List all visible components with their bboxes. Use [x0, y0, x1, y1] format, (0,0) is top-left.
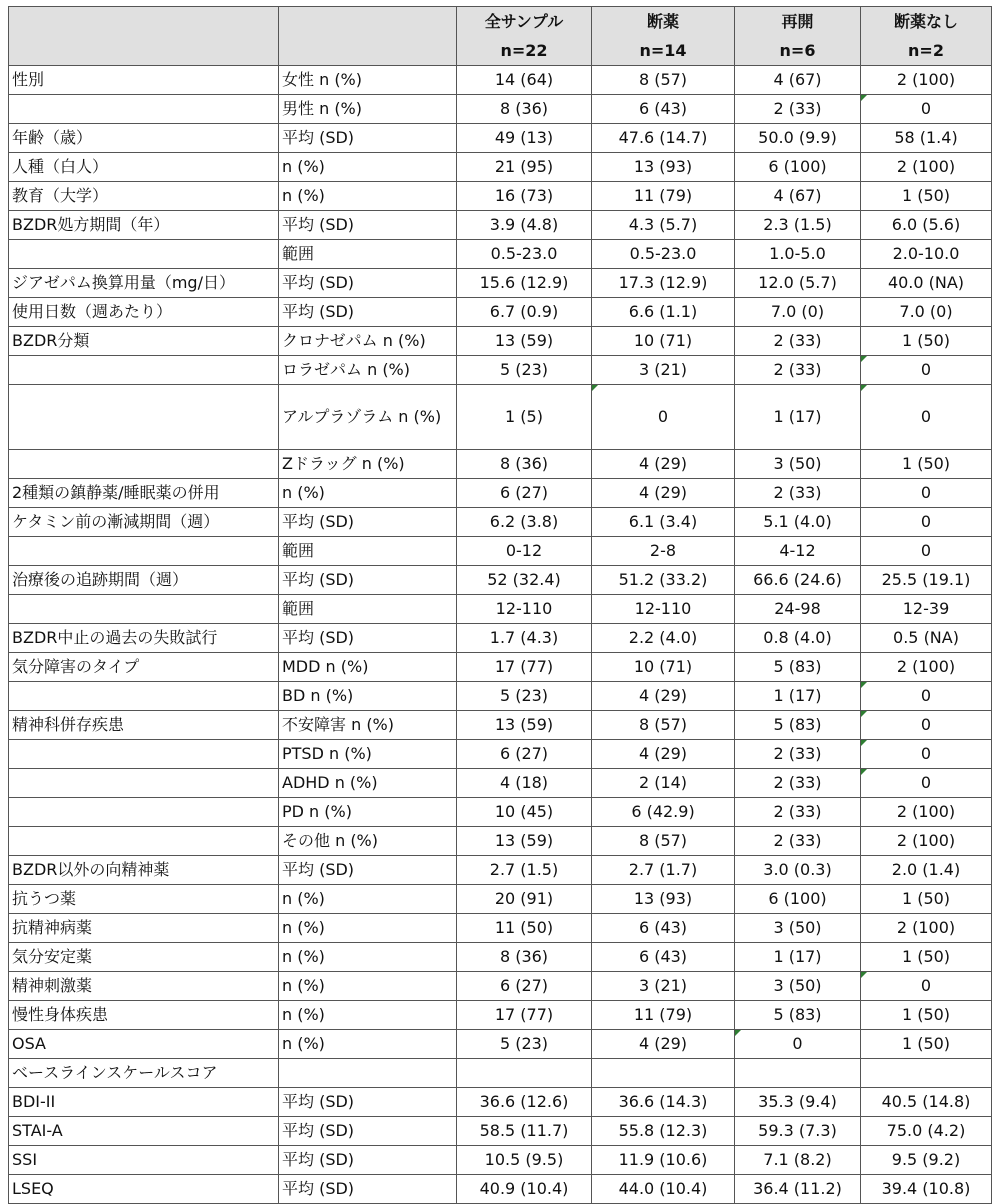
cell-resume: 3 (50) — [735, 914, 861, 943]
header-no-discontinuation-n: n=2 — [908, 41, 944, 60]
cell-none: 25.5 (19.1) — [861, 566, 992, 595]
cell-discont — [592, 1059, 735, 1088]
cell-discont: 6 (43) — [592, 943, 735, 972]
cell-discont: 2.2 (4.0) — [592, 624, 735, 653]
cell-all: 4 (18) — [457, 769, 592, 798]
table-row — [9, 153, 992, 182]
cell-all: 17 (77) — [457, 1001, 592, 1030]
row-label: ベースラインスケールスコア — [9, 1059, 279, 1088]
table-row — [9, 1030, 992, 1059]
cell-resume: 7.1 (8.2) — [735, 1146, 861, 1175]
stat-label: 平均 (SD) — [279, 856, 457, 885]
baseline-characteristics-table — [8, 6, 992, 1204]
header-resumed — [735, 7, 861, 66]
cell-resume: 0.8 (4.0) — [735, 624, 861, 653]
cell-resume — [735, 1059, 861, 1088]
stat-label: 不安障害 n (%) — [279, 711, 457, 740]
cell-discont: 0 — [592, 385, 735, 450]
row-label — [9, 240, 279, 269]
cell-resume: 4 (67) — [735, 66, 861, 95]
cell-all: 1.7 (4.3) — [457, 624, 592, 653]
cell-resume: 1 (17) — [735, 943, 861, 972]
cell-all: 6.2 (3.8) — [457, 508, 592, 537]
cell-discont: 6.6 (1.1) — [592, 298, 735, 327]
cell-none: 0 — [861, 769, 992, 798]
cell-resume: 3 (50) — [735, 972, 861, 1001]
stat-label: 平均 (SD) — [279, 1088, 457, 1117]
cell-all: 5 (23) — [457, 682, 592, 711]
cell-none: 0 — [861, 508, 992, 537]
cell-resume: 5.1 (4.0) — [735, 508, 861, 537]
stat-label — [279, 1059, 457, 1088]
header-discontinued-n: n=14 — [639, 41, 687, 60]
stat-label: アルプラゾラム n (%) — [279, 385, 457, 450]
cell-none: 40.5 (14.8) — [861, 1088, 992, 1117]
row-label — [9, 450, 279, 479]
cell-all: 6.7 (0.9) — [457, 298, 592, 327]
cell-resume: 0 — [735, 1030, 861, 1059]
stat-label: MDD n (%) — [279, 653, 457, 682]
cell-none: 1 (50) — [861, 327, 992, 356]
row-label — [9, 682, 279, 711]
cell-resume: 6 (100) — [735, 885, 861, 914]
stat-label: n (%) — [279, 182, 457, 211]
stat-label: その他 n (%) — [279, 827, 457, 856]
cell-discont: 2-8 — [592, 537, 735, 566]
row-label: 慢性身体疾患 — [9, 1001, 279, 1030]
cell-resume: 1 (17) — [735, 682, 861, 711]
cell-discont: 11 (79) — [592, 1001, 735, 1030]
cell-none: 2 (100) — [861, 153, 992, 182]
cell-discont: 8 (57) — [592, 711, 735, 740]
table-row — [9, 66, 992, 95]
cell-resume: 3.0 (0.3) — [735, 856, 861, 885]
cell-resume: 66.6 (24.6) — [735, 566, 861, 595]
cell-resume: 5 (83) — [735, 711, 861, 740]
table-row — [9, 450, 992, 479]
cell-none: 0.5 (NA) — [861, 624, 992, 653]
row-label — [9, 385, 279, 450]
stat-label: n (%) — [279, 479, 457, 508]
cell-none: 2 (100) — [861, 653, 992, 682]
table-row — [9, 385, 992, 450]
row-label: 治療後の追跡期間（週） — [9, 566, 279, 595]
row-label: BZDR処方期間（年） — [9, 211, 279, 240]
cell-none: 1 (50) — [861, 1001, 992, 1030]
cell-all: 13 (59) — [457, 327, 592, 356]
table-row — [9, 624, 992, 653]
cell-all: 52 (32.4) — [457, 566, 592, 595]
cell-none: 0 — [861, 537, 992, 566]
cell-resume: 2 (33) — [735, 479, 861, 508]
row-label: BZDR分類 — [9, 327, 279, 356]
cell-none: 1 (50) — [861, 885, 992, 914]
table-row — [9, 798, 992, 827]
cell-all: 13 (59) — [457, 711, 592, 740]
cell-discont: 2 (14) — [592, 769, 735, 798]
row-label: LSEQ — [9, 1175, 279, 1204]
table-row — [9, 914, 992, 943]
stat-label: n (%) — [279, 153, 457, 182]
row-label: 精神刺激薬 — [9, 972, 279, 1001]
cell-none: 0 — [861, 95, 992, 124]
cell-all: 16 (73) — [457, 182, 592, 211]
cell-discont: 6 (43) — [592, 95, 735, 124]
cell-none: 75.0 (4.2) — [861, 1117, 992, 1146]
cell-none: 2.0-10.0 — [861, 240, 992, 269]
row-label: OSA — [9, 1030, 279, 1059]
table-row — [9, 769, 992, 798]
table-row — [9, 653, 992, 682]
cell-resume: 5 (83) — [735, 653, 861, 682]
table-row — [9, 1088, 992, 1117]
row-label — [9, 827, 279, 856]
cell-all — [457, 1059, 592, 1088]
row-label: BZDR中止の過去の失敗試行 — [9, 624, 279, 653]
header-discontinued — [592, 7, 735, 66]
stat-label: 範囲 — [279, 537, 457, 566]
stat-label: BD n (%) — [279, 682, 457, 711]
stat-label: n (%) — [279, 885, 457, 914]
row-label — [9, 798, 279, 827]
cell-none: 2.0 (1.4) — [861, 856, 992, 885]
table-row — [9, 943, 992, 972]
table-row — [9, 269, 992, 298]
stat-label: 範囲 — [279, 595, 457, 624]
header-all-sample-n: n=22 — [500, 41, 548, 60]
cell-resume: 12.0 (5.7) — [735, 269, 861, 298]
cell-none: 0 — [861, 479, 992, 508]
cell-all: 40.9 (10.4) — [457, 1175, 592, 1204]
cell-all: 49 (13) — [457, 124, 592, 153]
table-row — [9, 211, 992, 240]
table-container — [8, 6, 992, 1204]
cell-resume: 2 (33) — [735, 827, 861, 856]
cell-discont: 12-110 — [592, 595, 735, 624]
table-row — [9, 856, 992, 885]
table-row — [9, 711, 992, 740]
cell-discont: 36.6 (14.3) — [592, 1088, 735, 1117]
stat-label: Zドラッグ n (%) — [279, 450, 457, 479]
row-label: 2種類の鎮静薬/睡眠薬の併用 — [9, 479, 279, 508]
cell-discont: 13 (93) — [592, 153, 735, 182]
cell-all: 8 (36) — [457, 95, 592, 124]
cell-resume: 2 (33) — [735, 769, 861, 798]
cell-all: 11 (50) — [457, 914, 592, 943]
stat-label: 女性 n (%) — [279, 66, 457, 95]
table-row — [9, 356, 992, 385]
cell-none: 2 (100) — [861, 914, 992, 943]
cell-all: 36.6 (12.6) — [457, 1088, 592, 1117]
cell-resume: 59.3 (7.3) — [735, 1117, 861, 1146]
cell-all: 6 (27) — [457, 972, 592, 1001]
cell-resume: 2.3 (1.5) — [735, 211, 861, 240]
row-label: 精神科併存疾患 — [9, 711, 279, 740]
cell-all: 58.5 (11.7) — [457, 1117, 592, 1146]
table-row — [9, 682, 992, 711]
row-label: 人種（白人） — [9, 153, 279, 182]
cell-none: 0 — [861, 682, 992, 711]
cell-none: 0 — [861, 356, 992, 385]
cell-none: 7.0 (0) — [861, 298, 992, 327]
stat-label: 平均 (SD) — [279, 508, 457, 537]
row-label — [9, 740, 279, 769]
row-label: ケタミン前の漸減期間（週） — [9, 508, 279, 537]
cell-resume: 36.4 (11.2) — [735, 1175, 861, 1204]
cell-none: 0 — [861, 972, 992, 1001]
row-label: 使用日数（週あたり） — [9, 298, 279, 327]
cell-all: 0.5-23.0 — [457, 240, 592, 269]
table-row — [9, 1117, 992, 1146]
table-row — [9, 740, 992, 769]
cell-none: 0 — [861, 711, 992, 740]
table-row — [9, 827, 992, 856]
table-body — [9, 66, 992, 1204]
cell-none: 58 (1.4) — [861, 124, 992, 153]
cell-discont: 47.6 (14.7) — [592, 124, 735, 153]
header-no-discontinuation-title: 断薬なし — [893, 12, 958, 31]
table-row — [9, 1146, 992, 1175]
cell-none: 6.0 (5.6) — [861, 211, 992, 240]
cell-discont: 6 (43) — [592, 914, 735, 943]
stat-label: PD n (%) — [279, 798, 457, 827]
row-label: 気分障害のタイプ — [9, 653, 279, 682]
cell-resume: 2 (33) — [735, 327, 861, 356]
stat-label: 平均 (SD) — [279, 269, 457, 298]
table-row — [9, 537, 992, 566]
stat-label: n (%) — [279, 972, 457, 1001]
cell-none: 0 — [861, 385, 992, 450]
cell-all: 10.5 (9.5) — [457, 1146, 592, 1175]
cell-resume: 4-12 — [735, 537, 861, 566]
table-row — [9, 95, 992, 124]
cell-all: 20 (91) — [457, 885, 592, 914]
cell-none: 2 (100) — [861, 827, 992, 856]
row-label: 抗うつ薬 — [9, 885, 279, 914]
cell-discont: 10 (71) — [592, 327, 735, 356]
cell-resume: 2 (33) — [735, 798, 861, 827]
cell-resume: 1 (17) — [735, 385, 861, 450]
stat-label: 平均 (SD) — [279, 624, 457, 653]
cell-resume: 24-98 — [735, 595, 861, 624]
cell-discont: 3 (21) — [592, 356, 735, 385]
stat-label: n (%) — [279, 1030, 457, 1059]
stat-label: 平均 (SD) — [279, 566, 457, 595]
header-blank-stat — [279, 7, 457, 66]
row-label — [9, 95, 279, 124]
cell-none: 1 (50) — [861, 450, 992, 479]
cell-resume: 6 (100) — [735, 153, 861, 182]
cell-discont: 11.9 (10.6) — [592, 1146, 735, 1175]
row-label — [9, 356, 279, 385]
table-row — [9, 566, 992, 595]
cell-all: 12-110 — [457, 595, 592, 624]
stat-label: 平均 (SD) — [279, 211, 457, 240]
cell-none: 12-39 — [861, 595, 992, 624]
cell-resume: 35.3 (9.4) — [735, 1088, 861, 1117]
cell-resume: 2 (33) — [735, 95, 861, 124]
cell-none: 1 (50) — [861, 943, 992, 972]
row-label — [9, 769, 279, 798]
cell-discont: 3 (21) — [592, 972, 735, 1001]
cell-discont: 4 (29) — [592, 1030, 735, 1059]
table-row — [9, 972, 992, 1001]
header-resumed-title: 再開 — [781, 12, 814, 31]
stat-label: 平均 (SD) — [279, 1175, 457, 1204]
cell-discont: 44.0 (10.4) — [592, 1175, 735, 1204]
stat-label: 平均 (SD) — [279, 124, 457, 153]
cell-discont: 4 (29) — [592, 682, 735, 711]
row-label: SSI — [9, 1146, 279, 1175]
cell-resume: 4 (67) — [735, 182, 861, 211]
cell-all: 17 (77) — [457, 653, 592, 682]
stat-label: n (%) — [279, 914, 457, 943]
cell-resume: 1.0-5.0 — [735, 240, 861, 269]
row-label: 抗精神病薬 — [9, 914, 279, 943]
cell-discont: 4 (29) — [592, 740, 735, 769]
stat-label: n (%) — [279, 943, 457, 972]
row-label — [9, 537, 279, 566]
row-label — [9, 595, 279, 624]
cell-discont: 8 (57) — [592, 66, 735, 95]
cell-discont: 2.7 (1.7) — [592, 856, 735, 885]
cell-all: 15.6 (12.9) — [457, 269, 592, 298]
cell-none: 39.4 (10.8) — [861, 1175, 992, 1204]
table-row — [9, 124, 992, 153]
cell-discont: 11 (79) — [592, 182, 735, 211]
cell-discont: 6 (42.9) — [592, 798, 735, 827]
table-row — [9, 508, 992, 537]
row-label: BZDR以外の向精神薬 — [9, 856, 279, 885]
cell-none — [861, 1059, 992, 1088]
cell-discont: 17.3 (12.9) — [592, 269, 735, 298]
row-label: 性別 — [9, 66, 279, 95]
cell-all: 1 (5) — [457, 385, 592, 450]
stat-label: 範囲 — [279, 240, 457, 269]
cell-resume: 7.0 (0) — [735, 298, 861, 327]
stat-label: PTSD n (%) — [279, 740, 457, 769]
stat-label: n (%) — [279, 1001, 457, 1030]
row-label: STAI-A — [9, 1117, 279, 1146]
stat-label: クロナゼパム n (%) — [279, 327, 457, 356]
cell-discont: 6.1 (3.4) — [592, 508, 735, 537]
cell-all: 8 (36) — [457, 943, 592, 972]
cell-discont: 51.2 (33.2) — [592, 566, 735, 595]
cell-all: 6 (27) — [457, 479, 592, 508]
header-row — [9, 7, 992, 66]
cell-discont: 4 (29) — [592, 479, 735, 508]
cell-resume: 5 (83) — [735, 1001, 861, 1030]
cell-resume: 50.0 (9.9) — [735, 124, 861, 153]
cell-none: 1 (50) — [861, 182, 992, 211]
table-row — [9, 885, 992, 914]
table-row — [9, 1175, 992, 1204]
header-all-sample-title: 全サンプル — [484, 12, 564, 31]
cell-discont: 4.3 (5.7) — [592, 211, 735, 240]
cell-discont: 8 (57) — [592, 827, 735, 856]
cell-none: 2 (100) — [861, 798, 992, 827]
cell-resume: 3 (50) — [735, 450, 861, 479]
cell-all: 0-12 — [457, 537, 592, 566]
table-row — [9, 479, 992, 508]
stat-label: 平均 (SD) — [279, 298, 457, 327]
cell-none: 2 (100) — [861, 66, 992, 95]
cell-resume: 2 (33) — [735, 740, 861, 769]
cell-all: 14 (64) — [457, 66, 592, 95]
table-row — [9, 1001, 992, 1030]
row-label: 教育（大学） — [9, 182, 279, 211]
table-row — [9, 240, 992, 269]
table-row — [9, 1059, 992, 1088]
cell-all: 3.9 (4.8) — [457, 211, 592, 240]
header-blank-label — [9, 7, 279, 66]
row-label: ジアゼパム換算用量（mg/日） — [9, 269, 279, 298]
table-row — [9, 298, 992, 327]
row-label: 気分安定薬 — [9, 943, 279, 972]
cell-all: 10 (45) — [457, 798, 592, 827]
row-label: BDI-II — [9, 1088, 279, 1117]
table-row — [9, 327, 992, 356]
header-resumed-n: n=6 — [779, 41, 816, 60]
cell-all: 5 (23) — [457, 356, 592, 385]
cell-discont: 4 (29) — [592, 450, 735, 479]
cell-all: 2.7 (1.5) — [457, 856, 592, 885]
cell-discont: 55.8 (12.3) — [592, 1117, 735, 1146]
stat-label: 男性 n (%) — [279, 95, 457, 124]
header-discontinued-title: 断薬 — [646, 12, 679, 31]
cell-all: 13 (59) — [457, 827, 592, 856]
cell-resume: 2 (33) — [735, 356, 861, 385]
cell-none: 40.0 (NA) — [861, 269, 992, 298]
cell-all: 5 (23) — [457, 1030, 592, 1059]
cell-discont: 10 (71) — [592, 653, 735, 682]
cell-all: 8 (36) — [457, 450, 592, 479]
table-row — [9, 595, 992, 624]
cell-none: 9.5 (9.2) — [861, 1146, 992, 1175]
cell-none: 0 — [861, 740, 992, 769]
header-no-discontinuation — [861, 7, 992, 66]
table-row — [9, 182, 992, 211]
stat-label: 平均 (SD) — [279, 1146, 457, 1175]
cell-none: 1 (50) — [861, 1030, 992, 1059]
cell-discont: 13 (93) — [592, 885, 735, 914]
stat-label: 平均 (SD) — [279, 1117, 457, 1146]
cell-all: 6 (27) — [457, 740, 592, 769]
stat-label: ロラゼパム n (%) — [279, 356, 457, 385]
cell-all: 21 (95) — [457, 153, 592, 182]
row-label: 年齢（歳） — [9, 124, 279, 153]
stat-label: ADHD n (%) — [279, 769, 457, 798]
header-all-sample — [457, 7, 592, 66]
cell-discont: 0.5-23.0 — [592, 240, 735, 269]
